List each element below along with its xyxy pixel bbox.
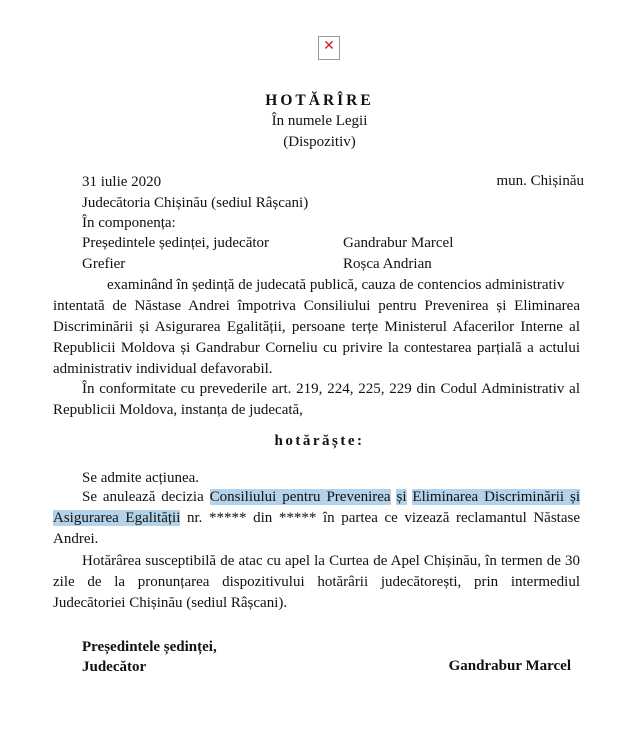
paragraph-conformity: În conformitate cu prevederile art. 219, 224, 225, 229 din Codul Administrativ al Republicii Moldova, instanța de judecată,	[53, 381, 580, 418]
dispositive-admit: Se admite acțiunea.	[82, 470, 200, 486]
court-name: Judecătoria Chișinău (sediul Râșcani)	[82, 195, 309, 211]
judge-name: Gandrabur Marcel	[343, 235, 454, 251]
verdict-heading: hotărăște:	[274, 433, 365, 449]
decision-date: 31 iulie 2020	[82, 174, 162, 190]
highlighted-text: Eliminarea Discriminării și Asigurarea Egalității	[53, 489, 580, 526]
document-title: HOTĂRÎRE	[265, 92, 374, 109]
dispositive-annul: Se anulează decizia Consiliului pentru Prevenirea și Eliminarea Discriminării și Asigurarea Egalității nr. ***** din ***** în partea ce vizează reclamantul Năstase Andrei.	[53, 489, 580, 547]
composition-label: În componența:	[82, 215, 176, 231]
signature-role: Președintele ședinței,	[82, 639, 217, 655]
signature-name: Gandrabur Marcel	[448, 658, 571, 674]
judge-role: Președintele ședinței, judecător	[82, 235, 270, 251]
decision-city: mun. Chișinău	[496, 173, 584, 189]
clerk-name: Roșca Andrian	[343, 256, 432, 272]
broken-image-icon: ✕	[318, 36, 340, 60]
document-subtitle: În numele Legii	[271, 113, 368, 129]
paragraph-examination: examinând în ședință de judecată publică, cauza de contencios administrativ intentată de Năstase Andrei împotriva Consiliului pentru Prevenirea și Eliminarea Discriminării și Asigurarea Egalității, persoane terțe Ministerul Afacerilor Interne al Republicii Moldova și Gandrabur Corneliu cu privire la contestarea parțială a actului administrativ individual defavorabil.	[53, 277, 580, 377]
highlighted-text: și	[396, 489, 407, 505]
signature-judge-label: Judecător	[82, 659, 147, 675]
document-subtitle-dispozitiv: (Dispozitiv)	[283, 134, 356, 150]
highlighted-text: Consiliului pentru Prevenirea	[209, 489, 391, 505]
clerk-role: Grefier	[82, 256, 126, 272]
dispositive-appeal: Hotărârea susceptibilă de atac cu apel la Curtea de Apel Chișinău, în termen de 30 zile de la pronunțarea dispozitivului hotărârii judecătorești, prin intermediul Judecătoriei Chișinău (sediul Râșcani).	[53, 553, 580, 611]
